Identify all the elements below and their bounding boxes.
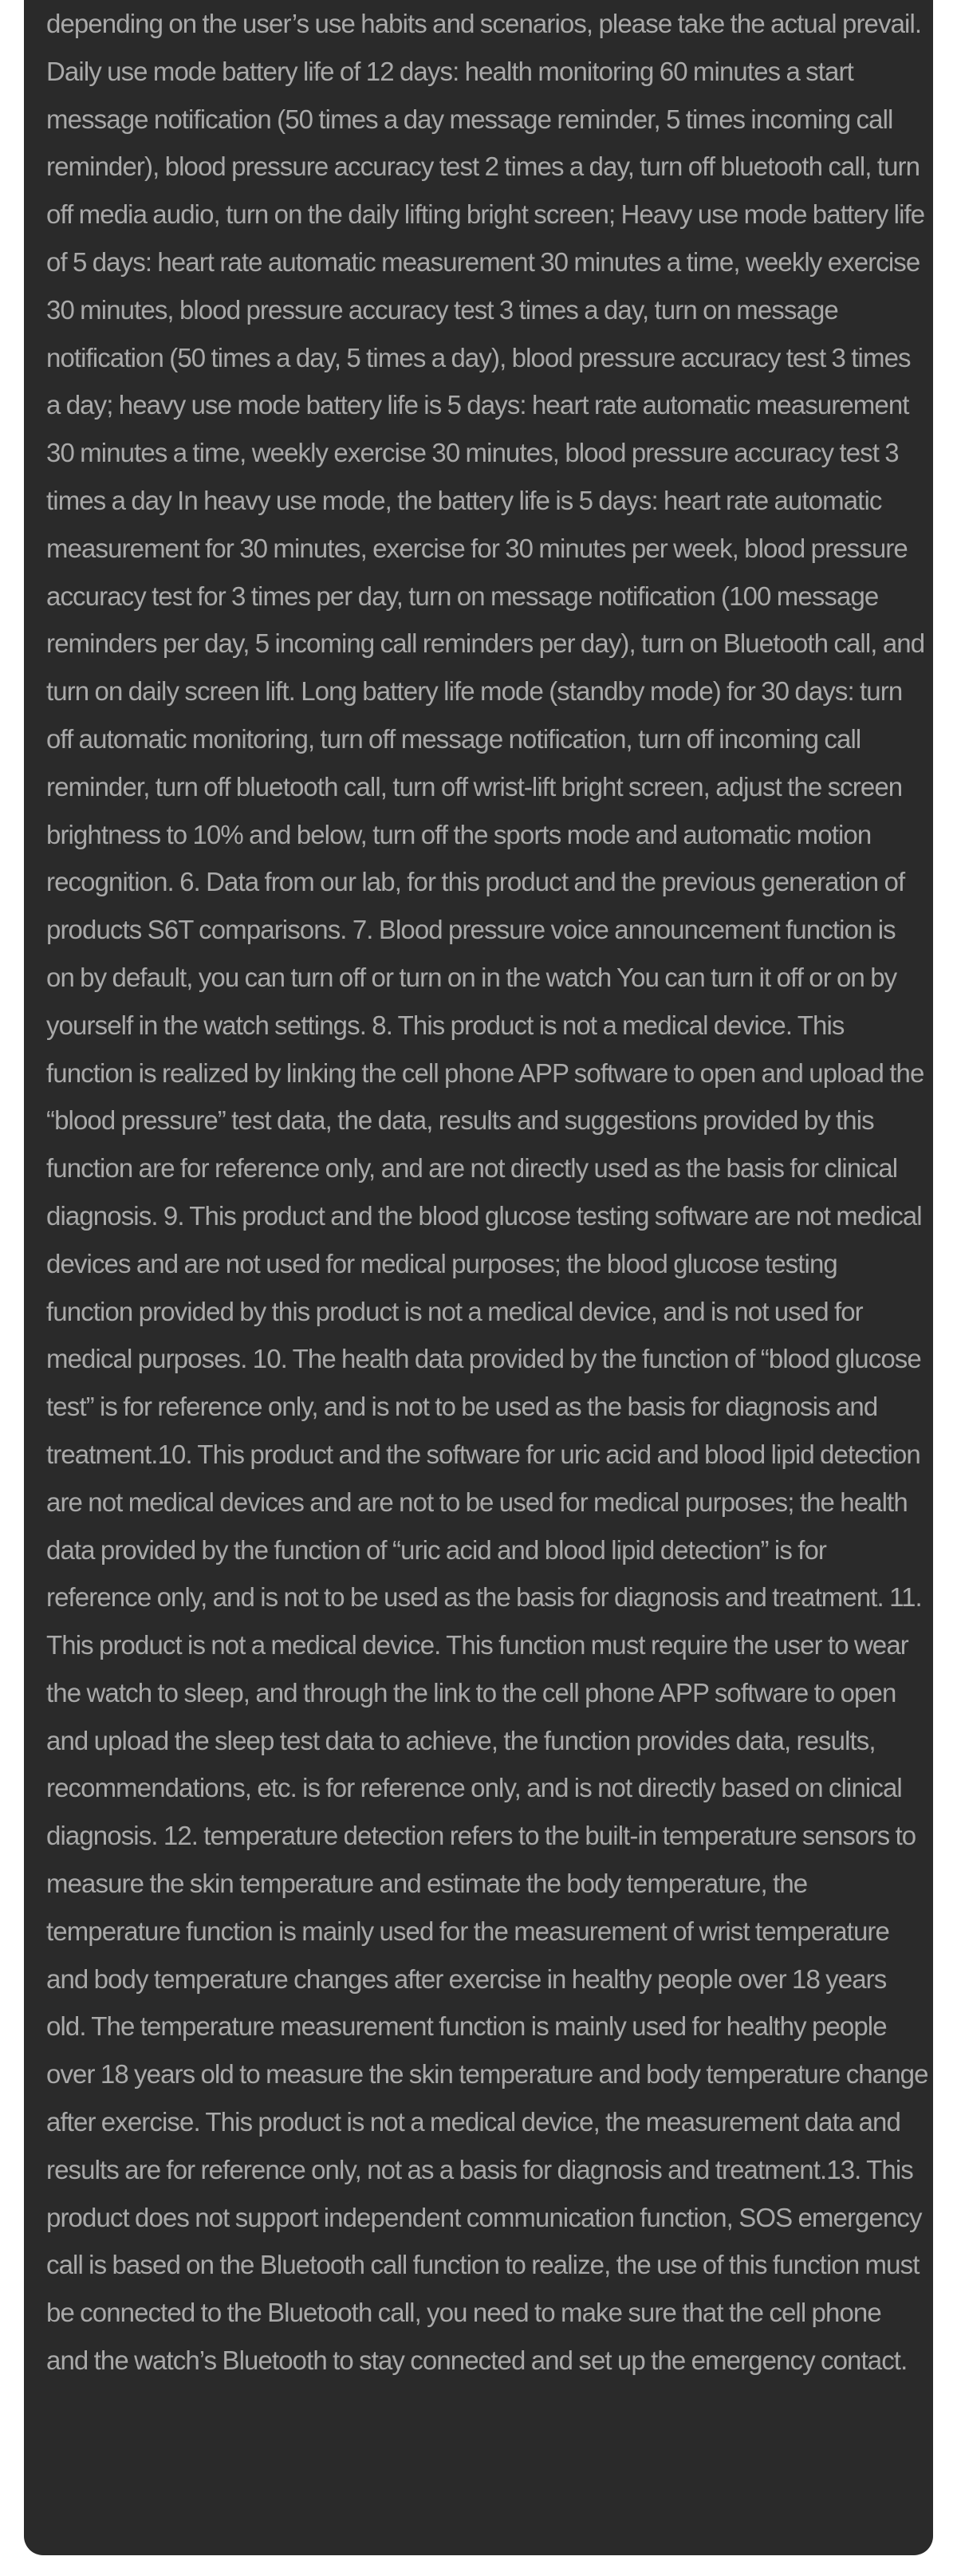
disclaimer-text: depending on the user’s use habits and scenarios, please take the actual prevail. Daily use mode battery life of 12 days: health monitoring 60 minutes a start message notification (50 times a day message reminder, 5 times incoming call reminder), blood pressure accuracy test 2 times a day, turn off bluetooth call, turn off media audio, turn on the daily lifting bright screen; Heavy use mode battery life of 5 days: heart rate automatic measurement 30 minutes a time, weekly exercise 30 minutes, blood pressure accuracy test 3 times a day, turn on message notification (50 times a day, 5 times a day), blood pressure accuracy test 3 times a day; heavy use mode battery life is 5 days: heart rate automatic measurement 30 minutes a time, weekly exercise 30 minutes, blood pressure accuracy test 3 times a day In heavy use mode, the battery life is 5 days: heart rate automatic measurement for 30 minutes, exercise for 30 minutes per week, blood pressure accuracy test for 3 times per day, turn on message notification (100 message reminders per day, 5 incoming call reminders per day), turn on Bluetooth call, and turn on daily screen lift. Long battery life mode (standby mode) for 30 days: turn off automatic monitoring, turn off message notification, turn off incoming call reminder, turn off bluetooth call, turn off wrist-lift bright screen, adjust the screen brightness to 10% and below, turn off the sports mode and automatic motion recognition. 6. Data from our lab, for this product and the previous generation of products S6T comparisons. 7. Blood pressure voice announcement function is on by default, you can turn off or turn on in the watch You can turn it off or on by yourself in the watch settings. 8. This product is not a medical device. This function is realized by linking the cell phone APP software to open and upload the “blood pressure” test data, the data, results and suggestions provided by this function are for reference only, and are not directly used as the basis for clinical diagnosis. 9. This product and the blood glucose testing software are not medical devices and are not used for medical purposes; the blood glucose testing function provided by this product is not a medical device, and is not used for medical purposes. 10. The health data provided by the function of “blood glucose test” is for reference only, and is not to be used as the basis for diagnosis and treatment.10. This product and the software for uric acid and blood lipid detection are not medical devices and are not to be used for medical purposes; the health data provided by the function of “uric acid and blood lipid detection” is for reference only, and is not to be used as the basis for diagnosis and treatment. 11. This product is not a medical device. This function must require the user to wear the watch to sleep, and through the link to the cell phone APP software to open and upload the sleep test data to achieve, the function provides data, results, recommendations, etc. is for reference only, and is not directly based on clinical diagnosis. 12. temperature detection refers to the built-in temperature sensors to measure the skin temperature and estimate the body temperature, the temperature function is mainly used for the measurement of wrist temperature and body temperature changes after exercise in healthy people over 18 years old. The temperature measurement function is mainly used for healthy people over 18 years old to measure the skin temperature and body temperature change after exercise. This product is not a medical device, the measurement data and results are for reference only, not as a basis for diagnosis and treatment.13. This product does not support independent communication function, SOS emergency call is based on the Bluetooth call function to realize, the use of this function must be connected to the Bluetooth call, you need to make sure that the cell phone and the watch’s Bluetooth to stay connected and set up the emergency contact.	[46, 9, 928, 2376]
disclaimer-panel	[24, 0, 933, 2555]
